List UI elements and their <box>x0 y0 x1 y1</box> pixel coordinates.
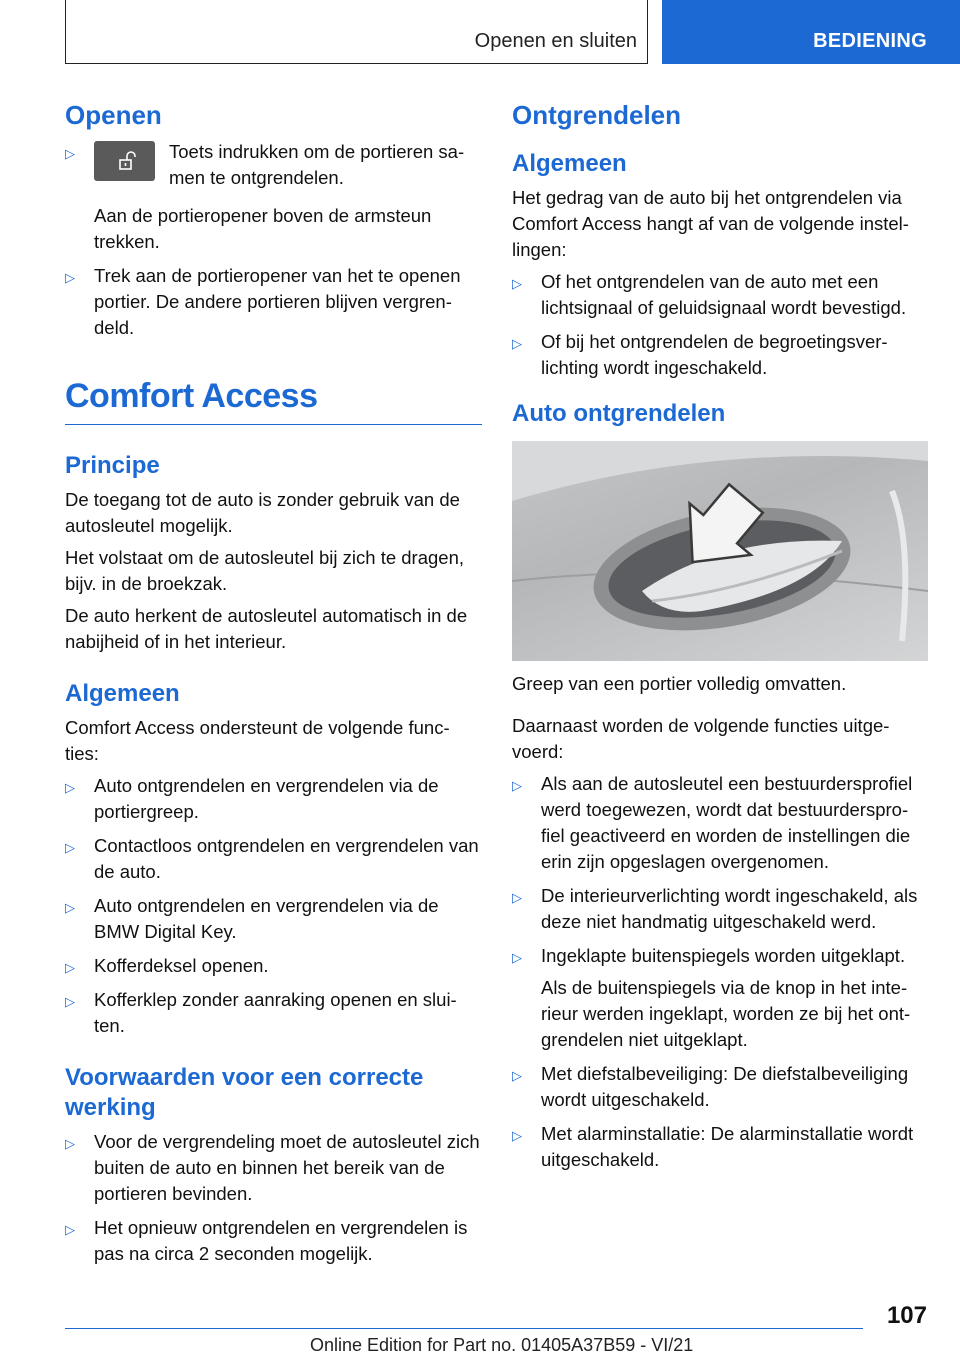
list-item <box>512 329 928 381</box>
list-item-text: Kofferdeksel openen. <box>94 955 269 976</box>
left-column <box>65 100 482 1275</box>
list-item <box>512 883 928 935</box>
unlock-padlock-icon <box>94 141 155 181</box>
list-item-text: Als aan de autosleutel een bestuurdersprofiel werd toegewezen, wordt dat bestuurderspro‐fiel geactiveerd en worden de instellingen die erin zijn opgeslagen overgenomen. <box>541 773 913 872</box>
list-item <box>65 987 482 1039</box>
bullet-triangle-icon: ▷ <box>512 276 522 291</box>
heading-voorwaarden: Voorwaarden voor een correcte werking <box>65 1064 424 1121</box>
header-chapter-label: BEDIENING <box>813 30 927 52</box>
algemeen-right-intro: Het gedrag van de auto bij het ontgrendelen via Comfort Access hangt af van de volgende instel‐lingen: <box>512 187 909 260</box>
list-item <box>65 773 482 825</box>
voorwaarden-list <box>65 1129 482 1267</box>
bullet-triangle-icon: ▷ <box>512 778 522 793</box>
footer-divider <box>65 1328 863 1329</box>
openen-item-text: Trek aan de portieropener van het te openen portier. De andere portieren blijven vergren‐deld. <box>94 265 461 338</box>
bullet-triangle-icon: ▷ <box>512 336 522 351</box>
page-number: 107 <box>886 1302 927 1329</box>
openen-list <box>65 139 482 341</box>
heading-openen: Openen <box>65 100 162 130</box>
bullet-triangle-icon: ▷ <box>512 1068 522 1083</box>
list-item-text: Met diefstalbeveiliging: De diefstalbeveiliging wordt uitgeschakeld. <box>541 1063 909 1110</box>
bullet-triangle-icon: ▷ <box>65 146 75 161</box>
openen-item-text: Toets indrukken om de portieren sa‐men te ontgrendelen. <box>169 141 465 188</box>
list-item-text: Het opnieuw ontgrendelen en vergrendelen is pas na circa 2 seconden mogelijk. <box>94 1217 468 1264</box>
principe-paragraph: Het volstaat om de autosleutel bij zich te dragen, bijv. in de broekzak. <box>65 547 465 594</box>
chapter-title: Comfort Access <box>65 377 482 425</box>
list-item <box>65 139 482 255</box>
list-item-text: De interieurverlichting wordt ingeschakeld, als deze niet handmatig uitgeschakeld werd. <box>541 885 918 932</box>
bullet-triangle-icon: ▷ <box>65 994 75 1009</box>
bullet-triangle-icon: ▷ <box>65 780 75 795</box>
openen-indent-text: Aan de portieropener boven de armsteun trekken. <box>94 205 432 252</box>
list-item <box>512 1121 928 1173</box>
door-handle-photo <box>512 441 928 661</box>
algemeen-intro: Comfort Access ondersteunt de volgende func‐ties: <box>65 717 450 764</box>
list-item-text: Auto ontgrendelen en vergrendelen via de portiergreep. <box>94 775 439 822</box>
photo-caption: Greep van een portier volledig omvatten. <box>512 673 847 694</box>
list-item <box>65 1215 482 1267</box>
list-item <box>65 953 482 979</box>
edition-text: Online Edition for Part no. 01405A37B59 - VI/21 <box>310 1335 694 1355</box>
right-column <box>512 100 928 1181</box>
list-item <box>65 893 482 945</box>
algemeen-list <box>65 773 482 1039</box>
bullet-triangle-icon: ▷ <box>512 1128 522 1143</box>
list-item-text: Voor de vergrendeling moet de autosleutel zich buiten de auto en binnen het bereik van de portieren bevinden. <box>94 1131 480 1204</box>
list-item-text: Met alarminstallatie: De alarminstallatie wordt uitgeschakeld. <box>541 1123 914 1170</box>
list-item-text: Kofferklep zonder aanraking openen en slui‐ten. <box>94 989 457 1036</box>
auto-ontgrendelen-intro: Daarnaast worden de volgende functies uitge‐voerd: <box>512 715 890 762</box>
list-item-text: Ingeklapte buitenspiegels worden uitgeklapt. <box>541 945 906 966</box>
list-item <box>65 1129 482 1207</box>
heading-algemeen-right: Algemeen <box>512 150 627 177</box>
algemeen-right-list <box>512 269 928 381</box>
list-item <box>65 263 482 341</box>
heading-algemeen: Algemeen <box>65 680 180 707</box>
list-item-text: Auto ontgrendelen en vergrendelen via de BMW Digital Key. <box>94 895 439 942</box>
bullet-triangle-icon: ▷ <box>65 1136 75 1151</box>
auto-ontgrendelen-list <box>512 771 928 1173</box>
bullet-triangle-icon: ▷ <box>512 950 522 965</box>
list-item-text: Of het ontgrendelen van de auto met een lichtsignaal of geluidsignaal wordt bevestigd. <box>541 271 907 318</box>
list-item <box>512 771 928 875</box>
bullet-triangle-icon: ▷ <box>65 270 75 285</box>
bullet-triangle-icon: ▷ <box>65 960 75 975</box>
list-item <box>512 1061 928 1113</box>
list-item-text: Contactloos ontgrendelen en vergrendelen van de auto. <box>94 835 479 882</box>
list-item-text: Of bij het ontgrendelen de begroetingsver‐lichting wordt ingeschakeld. <box>541 331 888 378</box>
heading-auto-ontgrendelen: Auto ontgrendelen <box>512 400 726 427</box>
list-item <box>512 269 928 321</box>
principe-paragraph: De auto herkent de autosleutel automatisch in de nabijheid of in het interieur. <box>65 605 468 652</box>
header-section-box <box>65 0 648 64</box>
header-chapter-tab[interactable] <box>662 0 960 64</box>
bullet-triangle-icon: ▷ <box>65 1222 75 1237</box>
heading-ontgrendelen: Ontgrendelen <box>512 100 682 130</box>
bullet-triangle-icon: ▷ <box>65 840 75 855</box>
heading-principe: Principe <box>65 452 160 479</box>
indent-text: Als de buitenspiegels via de knop in het inte‐rieur werden ingeklapt, worden ze bij het ont‐grendelen niet uitgeklapt. <box>541 977 911 1050</box>
header-section-title: Openen en sluiten <box>474 30 637 52</box>
principe-paragraph: De toegang tot de auto is zonder gebruik van de autosleutel mogelijk. <box>65 489 460 536</box>
bullet-triangle-icon: ▷ <box>65 900 75 915</box>
list-item <box>512 943 928 1053</box>
bullet-triangle-icon: ▷ <box>512 890 522 905</box>
list-item <box>65 833 482 885</box>
